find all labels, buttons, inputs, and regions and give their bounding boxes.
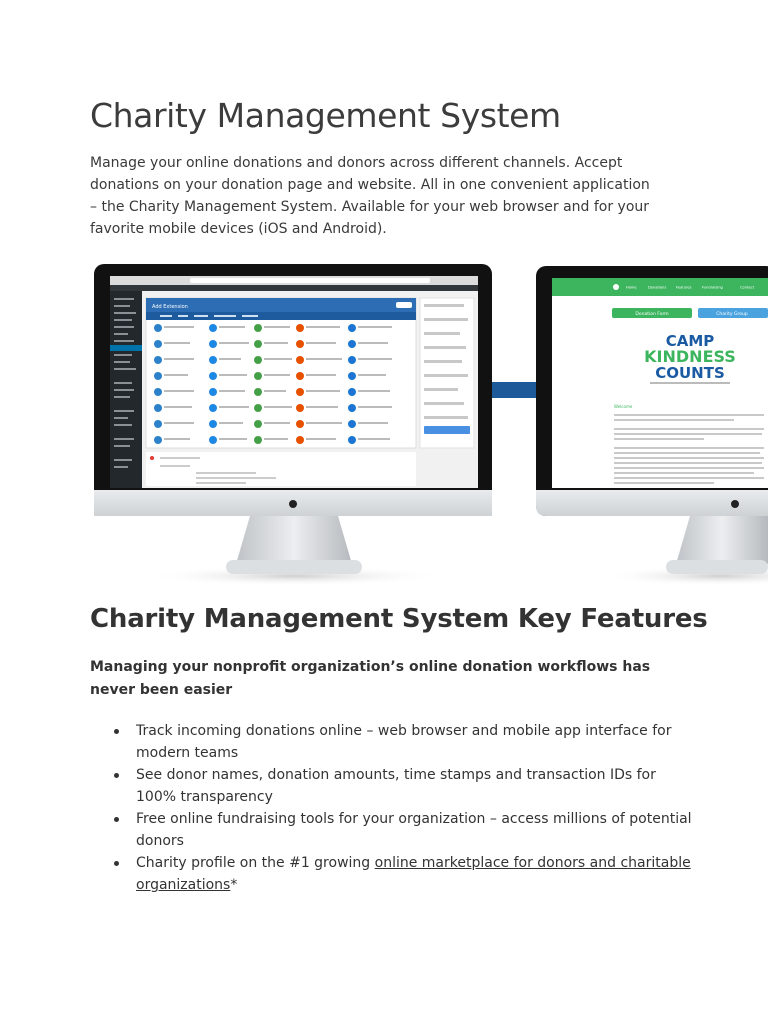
list-item: Free online fundraising tools for your organization – access millions of potential donors <box>136 808 696 852</box>
panel-title: Add Extension <box>152 304 188 310</box>
list-item: See donor names, donation amounts, time stamps and transaction IDs for 100% transparency <box>136 764 696 808</box>
apple-logo-icon <box>731 500 739 508</box>
nav-item: Home <box>626 285 637 290</box>
nav-item: Features <box>676 285 692 290</box>
logo-kindness: KINDNESS <box>644 347 736 366</box>
hero-image <box>0 258 768 588</box>
intro-paragraph: Manage your online donations and donors across different channels. Accept donations on your donation page and website. All in one convenient application – the Charity Management System. Available for your web browser and for your favorite mobile devices (iOS and Android). <box>90 155 650 237</box>
list-item <box>136 852 696 896</box>
list-item: Track incoming donations online – web browser and mobile app interface for modern teams <box>136 720 696 764</box>
marketplace-link[interactable]: online marketplace for donors and charitable organizations <box>136 855 691 893</box>
nav-item: Donations <box>648 285 667 290</box>
donation-form-button: Donation Form <box>635 312 669 317</box>
left-monitor <box>94 264 492 586</box>
list-item-suffix: * <box>230 877 238 893</box>
charity-group-button: Charity Group <box>716 312 748 317</box>
nav-item: Contact <box>740 285 754 290</box>
features-lead: Managing your nonprofit organization’s online donation workflows has never been easier <box>90 659 651 698</box>
logo-counts: COUNTS <box>655 364 725 382</box>
features-heading: Charity Management System Key Features <box>90 604 708 634</box>
features-list <box>110 720 696 896</box>
right-monitor <box>536 266 768 586</box>
section-label: Welcome <box>614 404 633 409</box>
logo-camp: CAMP <box>665 332 715 350</box>
nav-item: Fundraising <box>702 285 723 290</box>
page-title: Charity Management System <box>90 96 561 135</box>
list-item-text: Charity profile on the #1 growing <box>136 855 375 871</box>
apple-logo-icon <box>289 500 297 508</box>
